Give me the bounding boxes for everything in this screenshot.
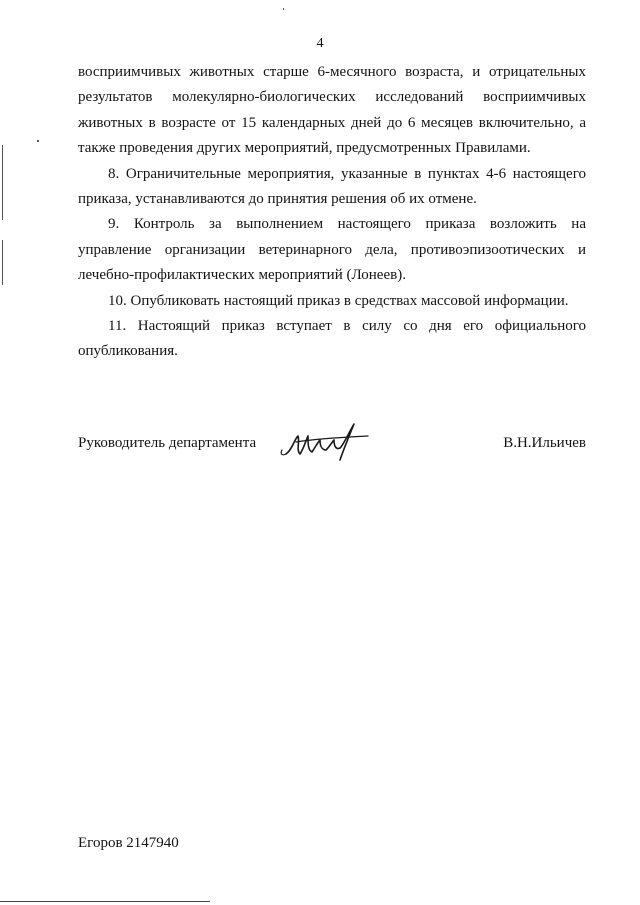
paragraph-item-9: 9. Контроль за выполнением настоящего приказа возложить на управление организации ветеринарного дела, противоэпизоотических и лечебно-профилактических мероприятий (Лонеев).: [78, 216, 586, 284]
scan-dot: [37, 140, 39, 142]
scan-margin-mark: [2, 240, 3, 285]
paragraph-continuation: восприимчивых животных старше 6-месячного возраста, и отрицательных результатов молекулярно-биологических исследований восприимчивых животных в возрасте от 15 календарных дней до 6 месяцев включительно, а также проведения других мероприятий, предусмотренных Правилами.: [78, 64, 586, 157]
handwritten-signature: [278, 420, 373, 464]
page-number: 4: [316, 36, 324, 51]
paragraph-item-11: 11. Настоящий приказ вступает в силу со дня его официального опубликования.: [78, 318, 586, 360]
paragraph-item-10: 10. Опубликовать настоящий приказ в средствах массовой информации.: [108, 292, 569, 309]
signature-block: [78, 420, 586, 470]
paragraph-item-8: 8. Ограничительные мероприятия, указанные в пунктах 4-6 настоящего приказа, устанавливаются до принятия решения об их отмене.: [78, 165, 586, 208]
document-body: [78, 60, 586, 365]
signatory-title: Руководитель департамента: [78, 435, 257, 451]
executor-note: Егоров 2147940: [78, 835, 179, 851]
signatory-name: В.Н.Ильичев: [503, 435, 586, 451]
scan-margin-mark: [2, 145, 3, 220]
bottom-edge-line: [0, 901, 210, 902]
scan-dot: [283, 8, 284, 10]
